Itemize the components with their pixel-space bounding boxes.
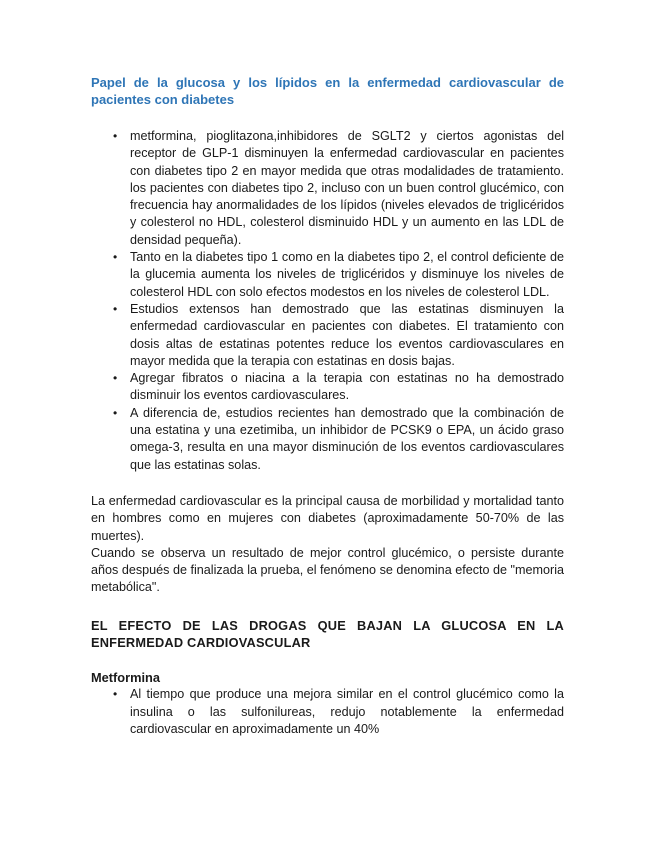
section-title: Papel de la glucosa y los lípidos en la enfermedad cardiovascular de pacientes con diabetes [91, 75, 564, 107]
list-item-text: Al tiempo que produce una mejora similar en el control glucémico como la insulina o las sulfonilureas, redujo notablemente la enfermedad cardiovascular en aproximadamente un 40% [130, 687, 564, 736]
list-item-text: Tanto en la diabetes tipo 1 como en la diabetes tipo 2, el control deficiente de la glucemia aumenta los niveles de triglicéridos y disminuye los niveles de colesterol HDL con solo efectos modestos en los niveles de colesterol LDL. [130, 250, 564, 299]
bullet-dot: • [113, 371, 118, 386]
bullet-dot: • [113, 405, 118, 420]
paragraph-group [91, 493, 564, 597]
list-item-text: metformina, pioglitazona,inhibidores de SGLT2 y ciertos agonistas del receptor de GLP-1 disminuyen la enfermedad cardiovascular en pacientes con diabetes tipo 2 en mayor medida que otras modalidades de tratamiento. los pacientes con diabetes tipo 2, incluso con un buen control glucémico, con frecuencia hay anormalidades de los lípidos (niveles elevados de triglicéridos y colesterol no HDL, colesterol disminuido HDL y un aumento en las LDL de densidad pequeña). [130, 129, 564, 247]
bullet-dot: • [113, 129, 118, 143]
list-item [91, 686, 564, 738]
subheading-metformina: Metformina [91, 670, 160, 686]
list-item [91, 405, 564, 474]
bullet-list-metformina [91, 686, 564, 738]
bullet-dot: • [113, 250, 118, 265]
bullet-dot: • [113, 301, 118, 316]
paragraph-mortality: La enfermedad cardiovascular es la principal causa de morbilidad y mortalidad tanto en hombres como en mujeres con diabetes (aproximadamente 50-70% de las muertes). [91, 493, 564, 543]
document-page [91, 74, 564, 738]
list-item [91, 370, 564, 405]
list-item [91, 249, 564, 301]
bullet-list-lipids [91, 128, 564, 474]
bullet-dot: • [113, 687, 118, 702]
list-item-text: Agregar fibratos o niacina a la terapia con estatinas no ha demostrado disminuir los eventos cardiovasculares. [130, 371, 564, 403]
list-item-text: A diferencia de, estudios recientes han demostrado que la combinación de una estatina y una ezetimiba, un inhibidor de PCSK9 o EPA, un ácido graso omega-3, resulta en una mayor disminución de los eventos cardiovasculares que las estatinas solas. [130, 405, 564, 472]
heading-glucose-drugs: EL EFECTO DE LAS DROGAS QUE BAJAN LA GLUCOSA EN LA ENFERMEDAD CARDIOVASCULAR [91, 617, 564, 651]
list-item [91, 301, 564, 370]
list-item [91, 128, 564, 249]
list-item-text: Estudios extensos han demostrado que las estatinas disminuyen la enfermedad cardiovascular en pacientes con diabetes. El tratamiento con dosis altas de estatinas potentes reduce los eventos cardiovasculares en mayor medida que la terapia con estatinas en dosis bajas. [130, 301, 564, 368]
paragraph-metabolic-memory: Cuando se observa un resultado de mejor control glucémico, o persiste durante años después de finalizada la prueba, el fenómeno se denomina efecto de "memoria metabólica". [91, 545, 564, 595]
